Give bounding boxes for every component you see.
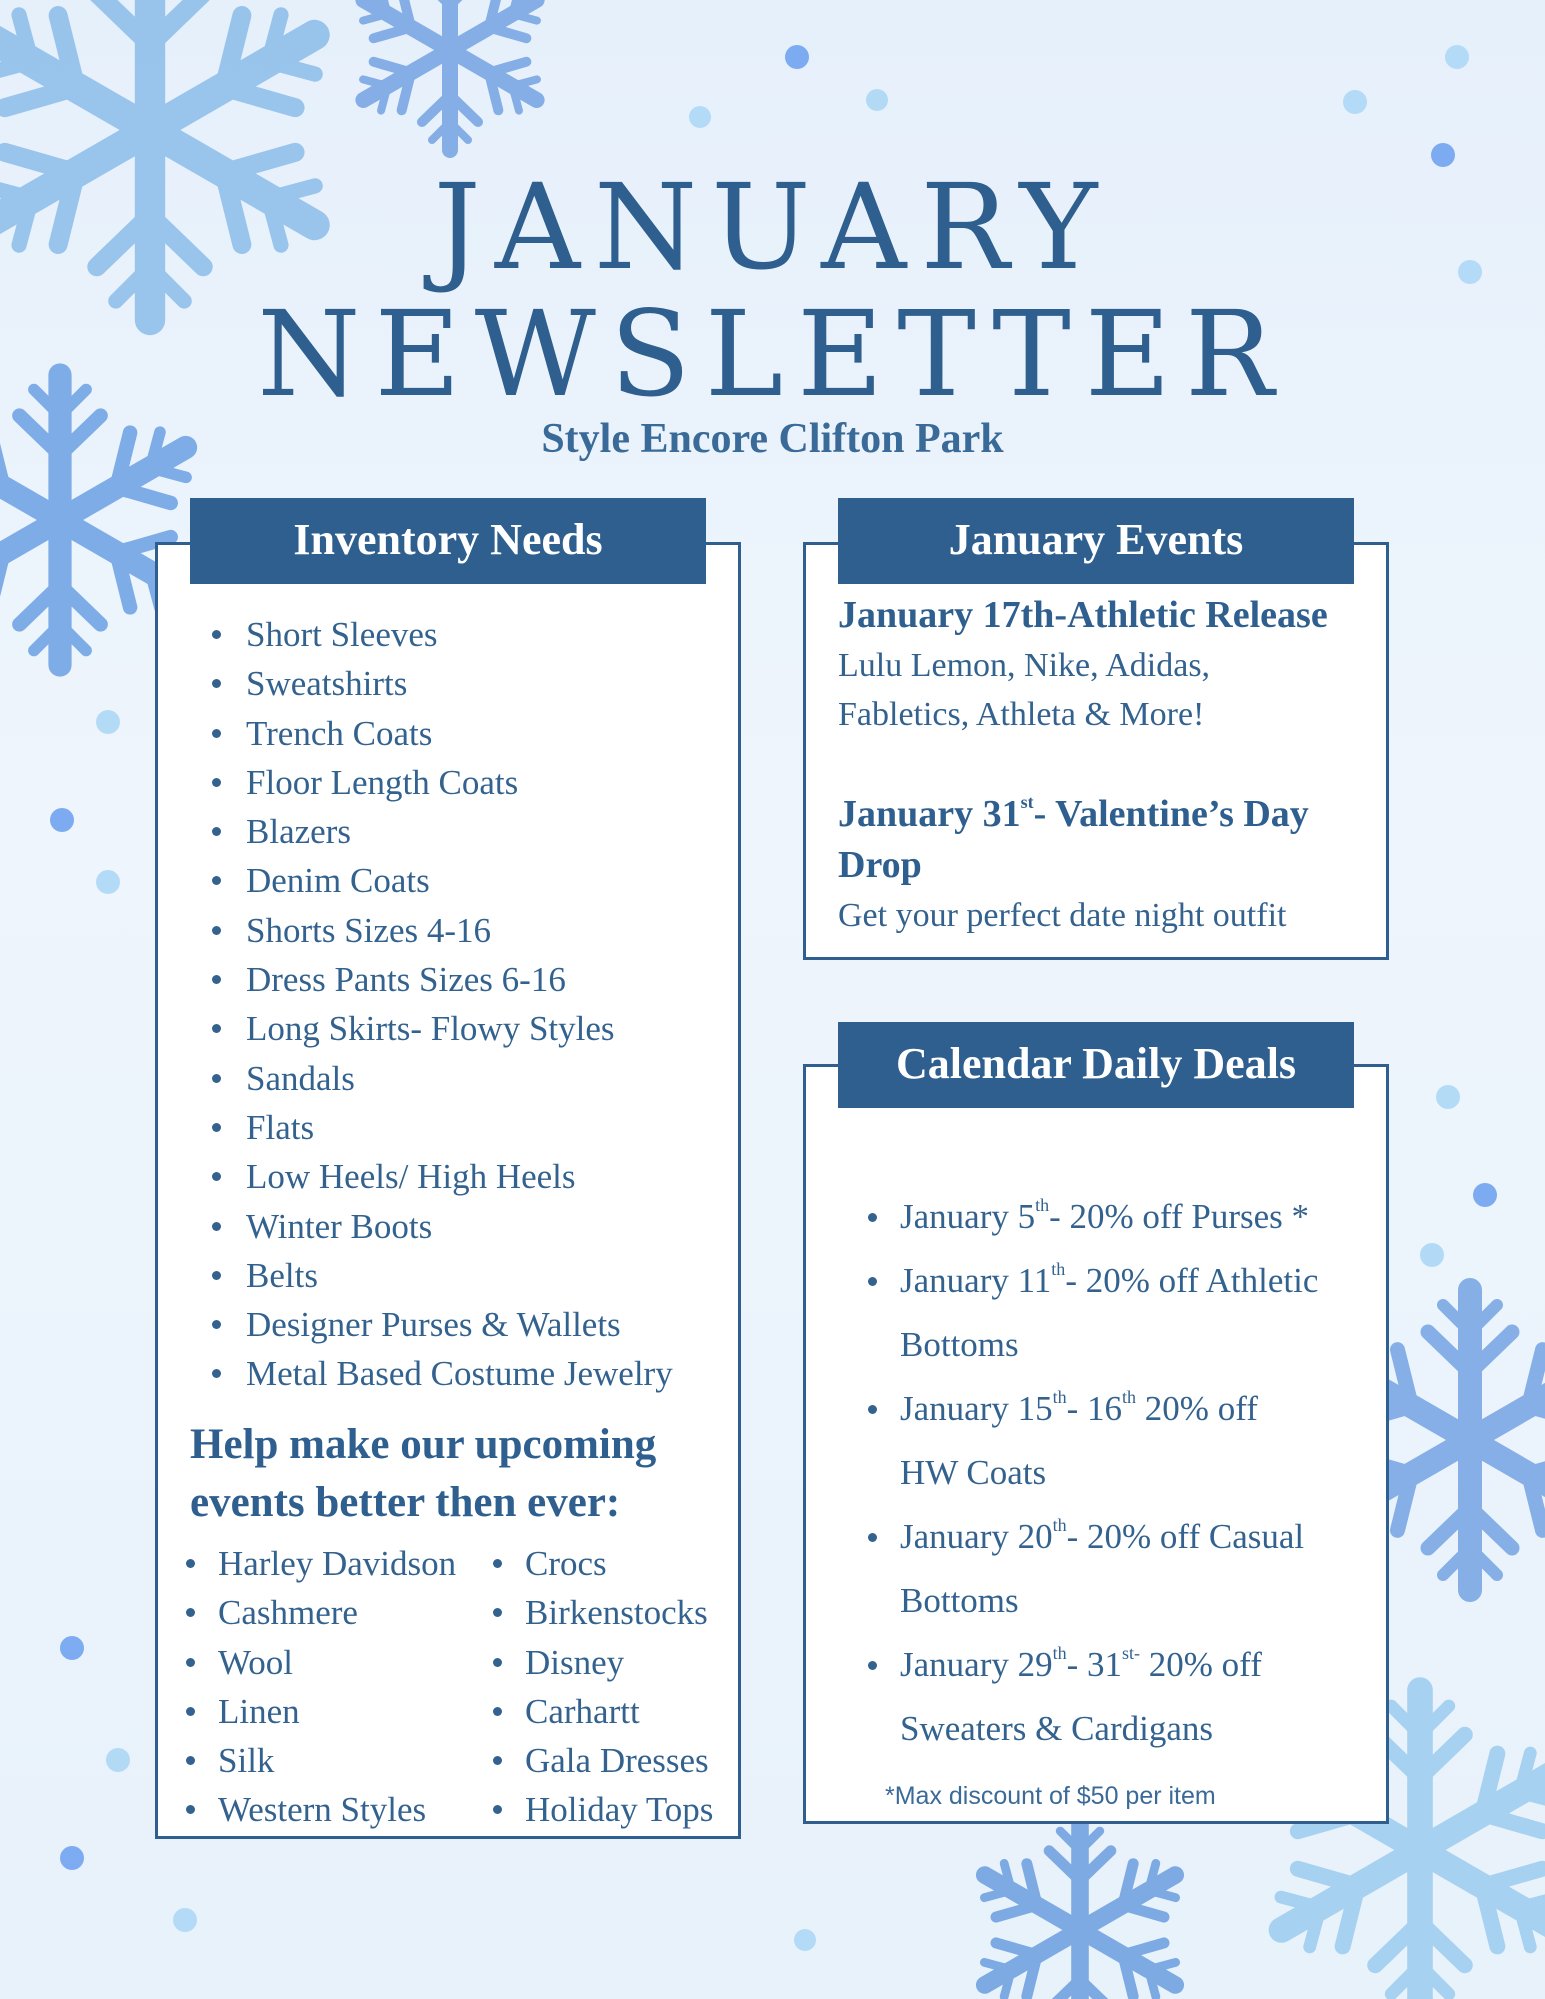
list-item: Gala Dresses <box>483 1736 735 1785</box>
event2-title-cont: Drop <box>838 844 922 886</box>
help-list-left <box>176 1539 486 1835</box>
list-item: Floor Length Coats <box>190 758 730 807</box>
newsletter-title-line1: JANUARY <box>433 158 1112 296</box>
list-item: Birkenstocks <box>483 1588 735 1637</box>
list-item: Designer Purses & Wallets <box>190 1300 730 1349</box>
list-item: Sandals <box>190 1054 730 1103</box>
list-item: Western Styles <box>176 1785 486 1834</box>
list-item: Long Skirts- Flowy Styles <box>190 1004 730 1053</box>
help-heading-line1: Help make our upcoming <box>190 1421 657 1468</box>
list-item: Dress Pants Sizes 6-16 <box>190 955 730 1004</box>
list-item: January 15th- 16th 20% off HW Coats <box>858 1377 1378 1505</box>
snowflake-icon <box>349 0 550 150</box>
list-item: Metal Based Costume Jewelry <box>190 1349 730 1398</box>
list-item: Denim Coats <box>190 856 730 905</box>
list-item: January 20th- 20% off Casual Bottoms <box>858 1505 1378 1633</box>
inventory-needs-heading: Inventory Needs <box>190 498 706 584</box>
help-heading-line2: events better then ever: <box>190 1479 621 1526</box>
event1-line2: Fabletics, Athleta & More! <box>838 696 1205 733</box>
list-item: Crocs <box>483 1539 735 1588</box>
list-item: Shorts Sizes 4-16 <box>190 906 730 955</box>
deals-list <box>858 1185 1378 1761</box>
inventory-list <box>190 610 730 1399</box>
list-item: January 5th- 20% off Purses * <box>858 1185 1378 1249</box>
event1-title: January 17th-Athletic Release <box>838 594 1328 636</box>
discount-note: *Max discount of $50 per item <box>885 1782 1216 1810</box>
list-item: Disney <box>483 1638 735 1687</box>
help-list-right <box>483 1539 735 1835</box>
daily-deals-heading: Calendar Daily Deals <box>838 1022 1354 1108</box>
list-item: January 29th- $31^{st-}$ 20% off Sweaters & Cardigans <box>858 1633 1378 1761</box>
list-item: Blazers <box>190 807 730 856</box>
list-item: Carhartt <box>483 1687 735 1736</box>
list-item: Sweatshirts <box>190 659 730 708</box>
store-subtitle: Style Encore Clifton Park <box>541 416 1004 462</box>
january-events-heading: January Events <box>838 498 1354 584</box>
event2-title: January 31st- Valentine’s Day <box>838 792 1309 835</box>
list-item: Holiday Tops <box>483 1785 735 1834</box>
list-item: January 11th- 20% off Athletic Bottoms <box>858 1249 1378 1377</box>
list-item: Wool <box>176 1638 486 1687</box>
list-item: Trench Coats <box>190 709 730 758</box>
list-item: Low Heels/ High Heels <box>190 1152 730 1201</box>
events-content <box>838 590 1378 940</box>
list-item: Flats <box>190 1103 730 1152</box>
event1-line1: Lulu Lemon, Nike, Adidas, <box>838 647 1211 684</box>
list-item: Silk <box>176 1736 486 1785</box>
list-item: Belts <box>190 1251 730 1300</box>
list-item: Winter Boots <box>190 1202 730 1251</box>
event2-text: Get your perfect date night outfit <box>838 897 1287 934</box>
list-item: Harley Davidson <box>176 1539 486 1588</box>
list-item: Cashmere <box>176 1588 486 1637</box>
list-item: Short Sleeves <box>190 610 730 659</box>
snowflake-icon <box>969 1820 1190 1999</box>
newsletter-title-line2: NEWSLETTER <box>257 285 1288 423</box>
help-heading <box>190 1416 730 1532</box>
list-item: Linen <box>176 1687 486 1736</box>
